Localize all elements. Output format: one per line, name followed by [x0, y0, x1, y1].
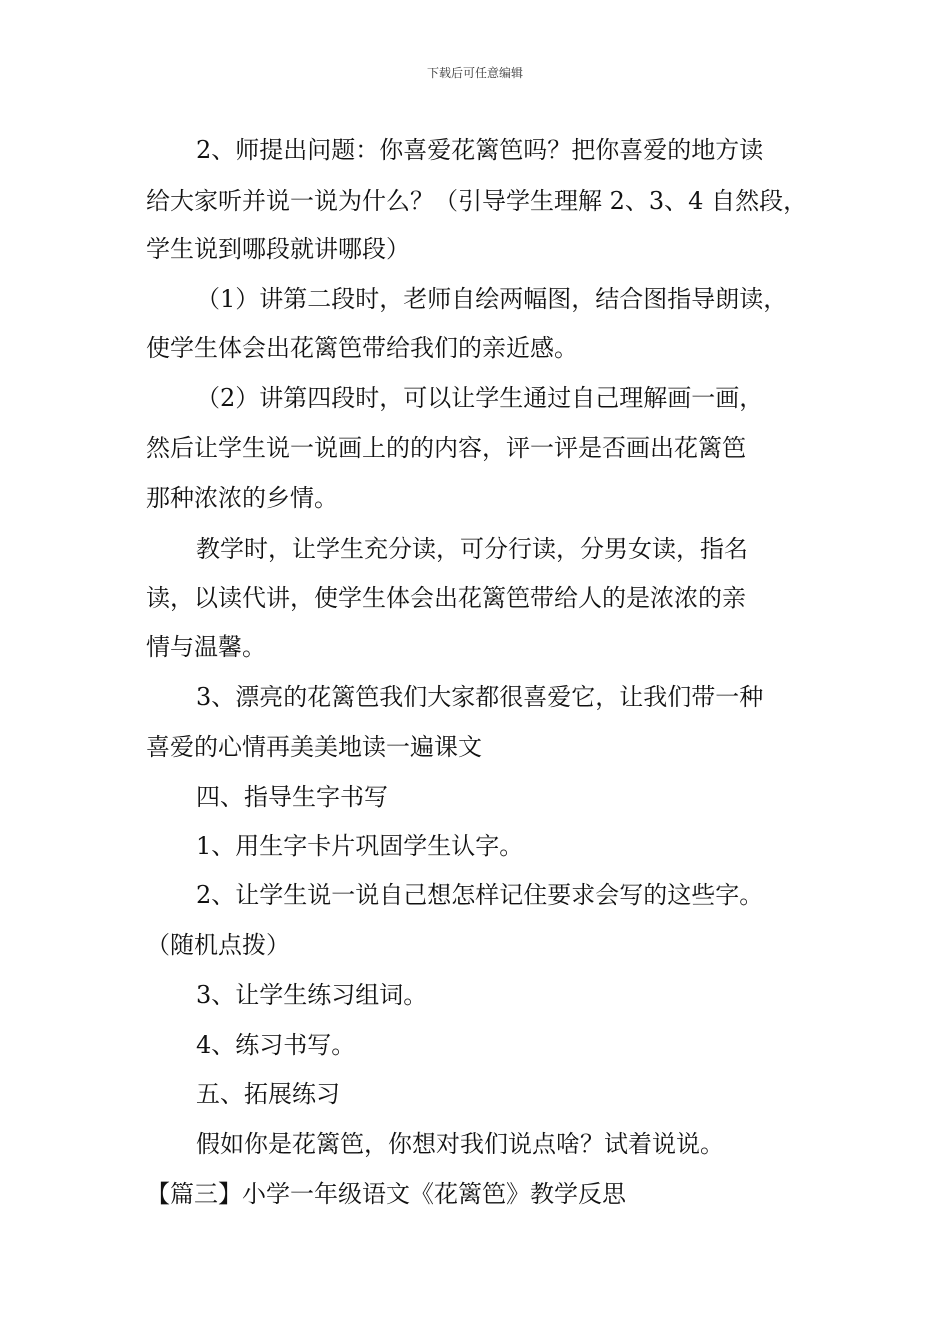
- text-line: （随机点拨）: [146, 931, 290, 959]
- text-line: 2、师提出问题：你喜爱花篱笆吗？把你喜爱的地方读: [196, 136, 764, 164]
- section-heading: 四、指导生字书写: [196, 783, 388, 811]
- text-line: 情与温馨。: [146, 633, 266, 661]
- text-line: 2、让学生说一说自己想怎样记住要求会写的这些字。: [196, 881, 764, 909]
- text-line: 那种浓浓的乡情。: [146, 484, 338, 512]
- text-line: 使学生体会出花篱笆带给我们的亲近感。: [146, 334, 578, 362]
- text-line: 3、漂亮的花篱笆我们大家都很喜爱它，让我们带一种: [196, 683, 764, 711]
- section-heading: 五、拓展练习: [196, 1080, 340, 1108]
- page-header: 下载后可任意编辑: [426, 66, 523, 80]
- text-line: 3、让学生练习组词。: [196, 981, 428, 1009]
- text-line: 学生说到哪段就讲哪段）: [146, 235, 410, 263]
- text-line: （2）讲第四段时，可以让学生通过自己理解画一画，: [196, 384, 764, 412]
- text-line: 假如你是花篱笆，你想对我们说点啥？试着说说。: [196, 1130, 724, 1158]
- text-line: （1）讲第二段时，老师自绘两幅图，结合图指导朗读，: [196, 285, 788, 313]
- text-line: 给大家听并说一说为什么？（引导学生理解 2、3、4 自然段，: [146, 187, 808, 215]
- text-line: 教学时，让学生充分读，可分行读，分男女读，指名: [196, 535, 748, 563]
- text-line: 读，以读代讲，使学生体会出花篱笆带给人的是浓浓的亲: [146, 584, 746, 612]
- text-line: 4、练习书写。: [196, 1031, 356, 1059]
- article-title: 【篇三】小学一年级语文《花篱笆》教学反思: [146, 1180, 626, 1208]
- text-line: 然后让学生说一说画上的的内容，评一评是否画出花篱笆: [146, 434, 746, 462]
- text-line: 喜爱的心情再美美地读一遍课文: [146, 733, 482, 761]
- text-line: 1、用生字卡片巩固学生认字。: [196, 832, 524, 860]
